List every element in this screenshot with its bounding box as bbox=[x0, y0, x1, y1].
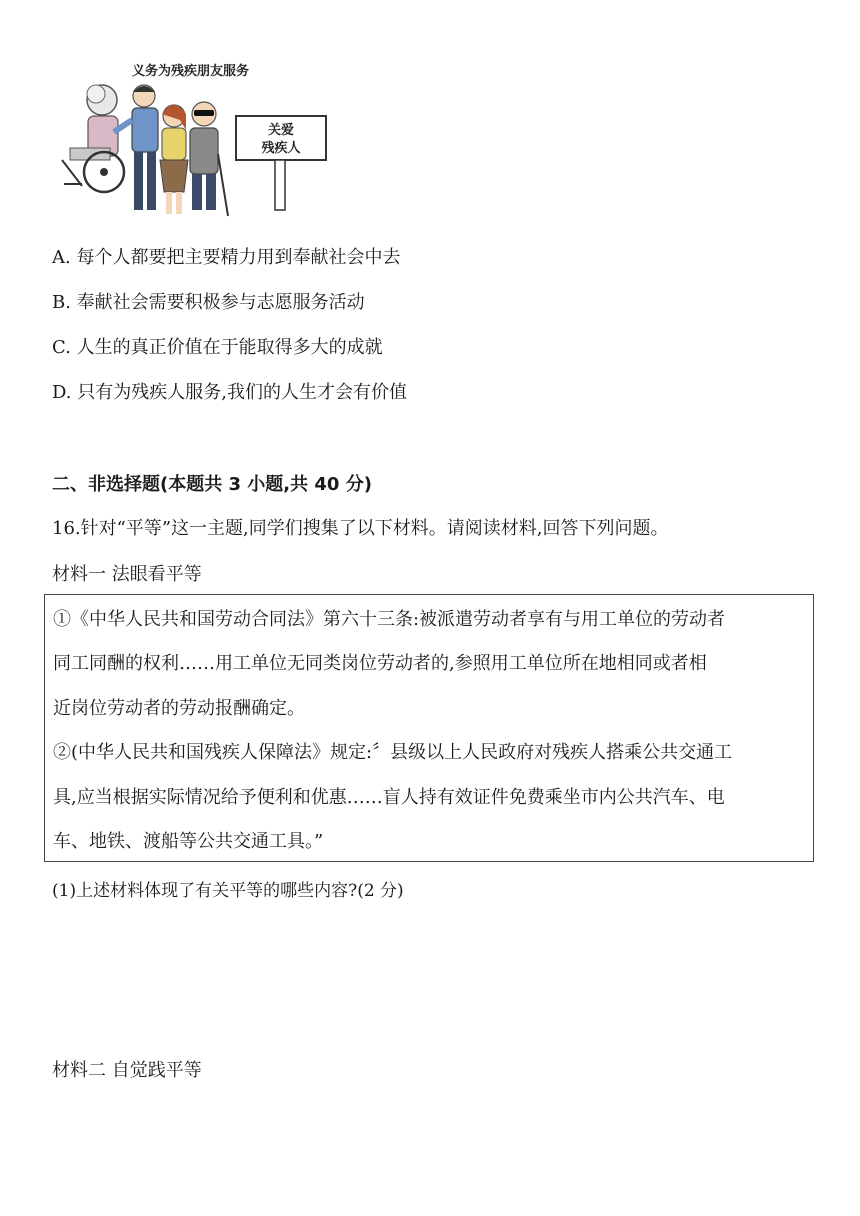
material-1-line: 同工同酬的权利……用工单位无同类岗位劳动者的,参照用工单位所在地相同或者相 bbox=[53, 653, 707, 674]
material-1-title: 材料一 法眼看平等 bbox=[52, 564, 202, 585]
sign-text bbox=[244, 122, 318, 158]
option-d: D. 只有为残疾人服务,我们的人生才会有价值 bbox=[52, 382, 407, 403]
material-1-line: 近岗位劳动者的劳动报酬确定。 bbox=[53, 698, 305, 719]
option-c: C. 人生的真正价值在于能取得多大的成就 bbox=[52, 337, 383, 358]
material-1-line: 具,应当根据实际情况给予便利和优惠……盲人持有效证件免费乘坐市内公共汽车、电 bbox=[53, 787, 725, 808]
illustration-caption: 义务为残疾朋友服务 bbox=[132, 64, 250, 79]
sign-line-1: 关爱 bbox=[267, 123, 294, 138]
material-1-line: 车、地铁、渡船等公共交通工具。” bbox=[53, 831, 324, 852]
material-1-box bbox=[44, 594, 814, 862]
section-heading: 二、非选择题(本题共 3 小题,共 40 分) bbox=[52, 474, 372, 495]
material-1-line: ②(中华人民共和国残疾人保障法》规定:〞县级以上人民政府对残疾人搭乘公共交通工 bbox=[53, 742, 733, 763]
sub-question-1: (1)上述材料体现了有关平等的哪些内容?(2 分) bbox=[52, 881, 404, 901]
sign-line-2: 残疾人 bbox=[261, 141, 301, 156]
material-2-title: 材料二 自觉践平等 bbox=[52, 1060, 202, 1081]
question-16-stem: 16.针对“平等”这一主题,同学们搜集了以下材料。请阅读材料,回答下列问题。 bbox=[52, 518, 669, 539]
option-a: A. 每个人都要把主要精力用到奉献社会中去 bbox=[52, 247, 401, 268]
option-b: B. 奉献社会需要积极参与志愿服务活动 bbox=[52, 292, 365, 313]
material-1-line: ①《中华人民共和国劳动合同法》第六十三条:被派遣劳动者享有与用工单位的劳动者 bbox=[53, 609, 726, 630]
